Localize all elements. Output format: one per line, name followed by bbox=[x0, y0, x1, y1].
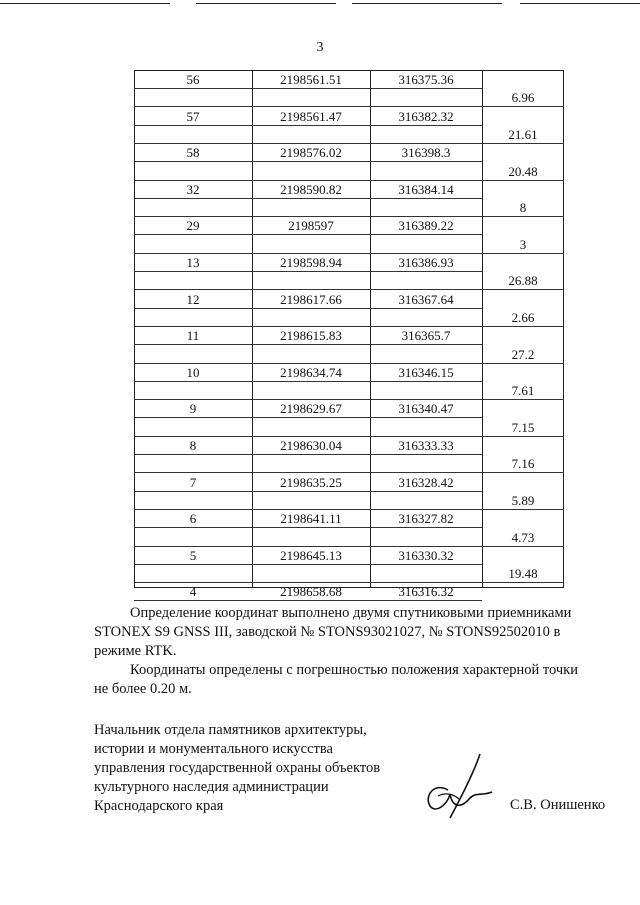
row-divider bbox=[134, 180, 564, 181]
row-divider bbox=[134, 106, 564, 107]
y-coordinate-cell: 316333.33 bbox=[398, 438, 454, 453]
x-coordinate-cell: 2198598.94 bbox=[280, 255, 342, 270]
y-coordinate-cell: 316346.15 bbox=[398, 364, 454, 380]
row-divider bbox=[134, 198, 482, 199]
distance-cell: 5.89 bbox=[511, 492, 535, 508]
row-divider bbox=[134, 582, 564, 583]
signatory-title bbox=[94, 721, 414, 816]
top-rule bbox=[520, 3, 640, 4]
y-coordinate-cell: 316367.64 bbox=[398, 291, 454, 307]
distance-cell: 7.16 bbox=[511, 456, 535, 472]
signatory-title-line: культурного наследия администрации bbox=[94, 779, 329, 795]
distance-cell: 7.61 bbox=[511, 383, 535, 399]
coordinates-table bbox=[134, 70, 564, 600]
distance-cell: 8 bbox=[519, 200, 527, 216]
y-coordinate-cell: 316330.32 bbox=[398, 547, 454, 563]
point-number-cell: 29 bbox=[186, 218, 200, 234]
x-coordinate-cell: 2198634.74 bbox=[280, 364, 342, 380]
distance-cell: 3 bbox=[519, 236, 527, 252]
top-rule bbox=[196, 3, 336, 4]
y-coordinate-cell: 316398.3 bbox=[401, 145, 451, 161]
distance-cell: 20.48 bbox=[508, 163, 538, 179]
row-divider bbox=[134, 344, 482, 345]
row-divider bbox=[134, 216, 564, 217]
row-divider bbox=[134, 363, 564, 364]
y-coordinate-cell: 316375.36 bbox=[398, 72, 454, 87]
point-number-cell: 56 bbox=[186, 72, 200, 87]
row-divider bbox=[134, 289, 564, 290]
point-number-cell: 10 bbox=[186, 364, 200, 380]
signatory-title-line: истории и монументального искусства bbox=[94, 741, 333, 757]
distance-cell: 26.88 bbox=[508, 273, 538, 289]
x-coordinate-cell: 2198658.68 bbox=[280, 584, 342, 600]
y-coordinate-cell: 316316.32 bbox=[398, 584, 454, 600]
x-coordinate-cell: 2198641.11 bbox=[280, 511, 342, 527]
paragraph-accuracy bbox=[130, 661, 578, 680]
y-coordinate-cell: 316389.22 bbox=[398, 218, 454, 234]
row-divider bbox=[134, 326, 564, 327]
point-number-cell: 9 bbox=[189, 401, 197, 417]
row-divider bbox=[134, 399, 564, 400]
paragraph-text: не более 0.20 м. bbox=[94, 681, 192, 697]
point-number-cell: 6 bbox=[189, 511, 197, 527]
paragraph-text: STONEX S9 GNSS III, заводской № STONS93021027, № STONS92502010 в bbox=[94, 624, 561, 640]
x-coordinate-cell: 2198630.04 bbox=[280, 438, 342, 453]
row-divider bbox=[134, 308, 482, 309]
distance-cell: 27.2 bbox=[511, 346, 535, 362]
x-coordinate-cell: 2198645.13 bbox=[280, 547, 342, 563]
x-coordinate-cell: 2198617.66 bbox=[280, 291, 342, 307]
row-divider bbox=[134, 253, 564, 254]
point-number-cell: 57 bbox=[186, 108, 200, 124]
x-coordinate-cell: 2198590.82 bbox=[280, 181, 342, 197]
signatory-name: С.В. Онишенко bbox=[510, 797, 606, 813]
point-number-cell: 8 bbox=[189, 438, 197, 453]
y-coordinate-cell: 316365.7 bbox=[401, 328, 451, 344]
row-divider bbox=[134, 417, 482, 418]
row-divider bbox=[134, 472, 564, 473]
signatory-title-line: Краснодарского края bbox=[94, 798, 224, 814]
paragraph-method bbox=[94, 623, 560, 642]
x-coordinate-cell: 2198629.67 bbox=[280, 401, 342, 417]
point-number-cell: 7 bbox=[189, 474, 197, 490]
distance-cell: 2.66 bbox=[511, 309, 535, 325]
point-number-cell: 13 bbox=[186, 255, 200, 270]
x-coordinate-cell: 2198561.51 bbox=[280, 72, 342, 87]
row-divider bbox=[134, 564, 482, 565]
row-divider bbox=[134, 161, 482, 162]
distance-cell: 7.15 bbox=[511, 419, 535, 435]
distance-cell: 4.73 bbox=[511, 529, 535, 545]
row-divider bbox=[134, 125, 482, 126]
y-coordinate-cell: 316340.47 bbox=[398, 401, 454, 417]
y-coordinate-cell: 316386.93 bbox=[398, 255, 454, 270]
y-coordinate-cell: 316382.32 bbox=[398, 108, 454, 124]
x-coordinate-cell: 2198615.83 bbox=[280, 328, 342, 344]
paragraph-text: Определение координат выполнено двумя спутниковыми приемниками bbox=[130, 605, 572, 621]
row-divider bbox=[134, 509, 564, 510]
top-rule bbox=[0, 3, 170, 4]
row-divider bbox=[134, 600, 482, 601]
point-number-cell: 58 bbox=[186, 145, 200, 161]
x-coordinate-cell: 2198597 bbox=[288, 218, 334, 234]
point-number-cell: 12 bbox=[186, 291, 200, 307]
row-divider bbox=[134, 527, 482, 528]
distance-cell: 6.96 bbox=[511, 90, 535, 106]
row-divider bbox=[134, 546, 564, 547]
row-divider bbox=[134, 271, 482, 272]
paragraph-accuracy bbox=[94, 680, 192, 699]
x-coordinate-cell: 2198576.02 bbox=[280, 145, 342, 161]
point-number-cell: 11 bbox=[186, 328, 200, 344]
row-divider bbox=[134, 88, 482, 89]
distance-cell: 19.48 bbox=[508, 566, 538, 582]
point-number-cell: 4 bbox=[189, 584, 197, 600]
row-divider bbox=[134, 454, 482, 455]
page-number: 3 bbox=[316, 40, 324, 55]
y-coordinate-cell: 316384.14 bbox=[398, 181, 454, 197]
row-divider bbox=[134, 491, 482, 492]
paragraph-text: Координаты определены с погрешностью положения характерной точки bbox=[130, 662, 578, 678]
distance-cell: 21.61 bbox=[508, 126, 538, 142]
y-coordinate-cell: 316327.82 bbox=[398, 511, 454, 527]
row-divider bbox=[134, 381, 482, 382]
column-divider bbox=[482, 70, 483, 588]
point-number-cell: 5 bbox=[189, 547, 197, 563]
x-coordinate-cell: 2198635.25 bbox=[280, 474, 342, 490]
y-coordinate-cell: 316328.42 bbox=[398, 474, 454, 490]
paragraph-method bbox=[130, 604, 571, 623]
point-number-cell: 32 bbox=[186, 181, 200, 197]
row-divider bbox=[134, 436, 564, 437]
row-divider bbox=[134, 234, 482, 235]
top-rule bbox=[352, 3, 502, 4]
handwritten-signature bbox=[420, 752, 500, 822]
row-divider bbox=[134, 143, 564, 144]
paragraph-text: режиме RTK. bbox=[94, 643, 177, 659]
signatory-title-line: Начальник отдела памятников архитектуры, bbox=[94, 722, 367, 738]
paragraph-method bbox=[94, 642, 176, 661]
signatory-title-line: управления государственной охраны объектов bbox=[94, 760, 381, 776]
x-coordinate-cell: 2198561.47 bbox=[280, 108, 342, 124]
